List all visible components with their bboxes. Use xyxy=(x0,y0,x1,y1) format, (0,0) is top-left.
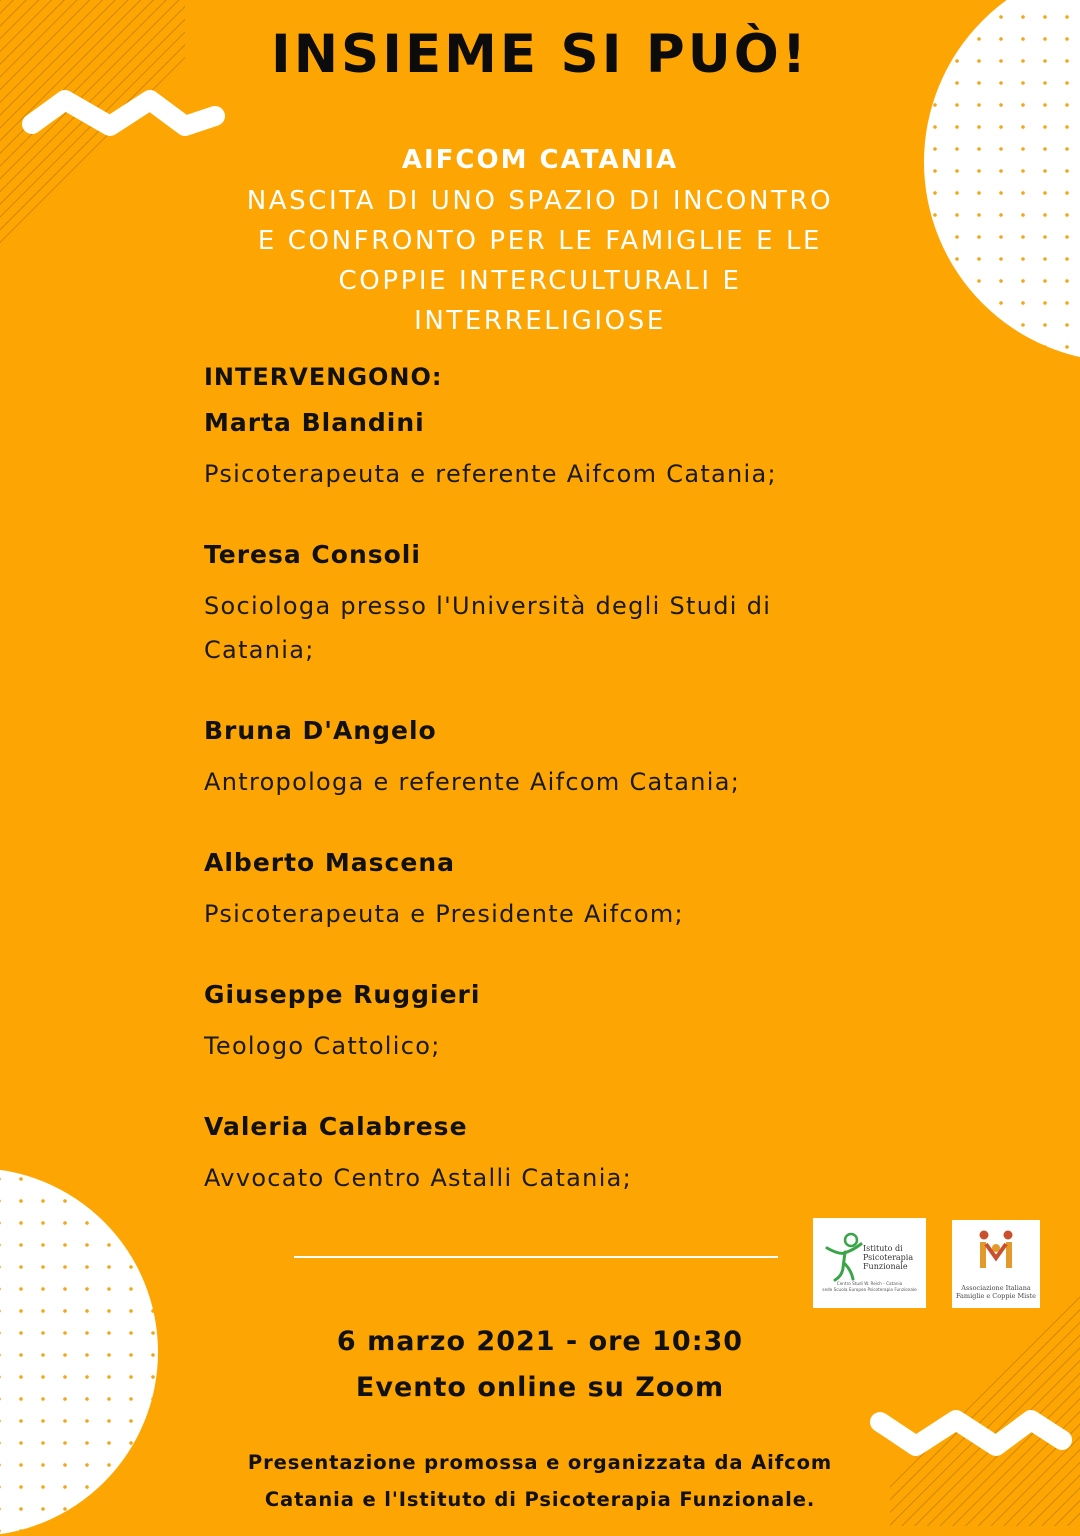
speaker-name: Alberto Mascena xyxy=(204,848,455,877)
speaker-name: Teresa Consoli xyxy=(204,540,421,569)
speaker-item xyxy=(204,846,904,936)
logo-text: Funzionale xyxy=(863,1262,908,1271)
footer-line: Catania e l'Istituto di Psicoterapia Funzionale. xyxy=(264,1488,816,1511)
speaker-item xyxy=(204,714,904,804)
logo-text: Associazione Italiana xyxy=(961,1284,1031,1292)
logo-text: Psicoterapia xyxy=(863,1253,914,1262)
logo-small-text: sede Scuola Europea Psicoterapia Funzionale xyxy=(822,1287,917,1292)
subtitle-line: INTERRELIGIOSE xyxy=(414,306,666,336)
footer-line: Presentazione promossa e organizzata da Aifcom xyxy=(247,1451,833,1474)
speaker-name: Bruna D'Angelo xyxy=(204,716,437,745)
page-title: INSIEME SI PUÒ! xyxy=(270,24,810,85)
footer-text xyxy=(0,1444,1080,1518)
speakers-heading: INTERVENGONO: xyxy=(204,363,443,391)
subtitle-line: COPPIE INTERCULTURALI E xyxy=(338,266,742,296)
logo-text: Famiglie e Coppie Miste xyxy=(955,1292,1037,1300)
speaker-role: Catania; xyxy=(204,636,315,664)
speaker-name: Giuseppe Ruggieri xyxy=(204,980,481,1009)
subtitle-line: NASCITA DI UNO SPAZIO DI INCONTRO xyxy=(246,186,834,216)
event-location: Evento online su Zoom xyxy=(355,1372,725,1403)
speaker-item xyxy=(204,406,904,496)
speaker-role: Psicoterapeuta e Presidente Aifcom; xyxy=(204,900,684,928)
speaker-role: Psicoterapeuta e referente Aifcom Catania; xyxy=(204,460,777,488)
speakers-list xyxy=(204,360,904,1242)
zigzag-top-left xyxy=(20,88,230,138)
speaker-role: Antropologa e referente Aifcom Catania; xyxy=(204,768,741,796)
logo-text: Istituto di xyxy=(863,1244,903,1253)
family-logo-icon xyxy=(976,1228,1016,1276)
subtitle-line: E CONFRONTO PER LE FAMIGLIE E LE xyxy=(257,226,823,256)
speaker-role: Avvocato Centro Astalli Catania; xyxy=(204,1164,633,1192)
associazione-logo xyxy=(952,1220,1040,1308)
speaker-name: Marta Blandini xyxy=(204,408,425,437)
istituto-logo xyxy=(813,1218,926,1308)
speaker-name: Valeria Calabrese xyxy=(204,1112,468,1141)
event-date: 6 marzo 2021 - ore 10:30 xyxy=(336,1326,744,1357)
speaker-role: Teologo Cattolico; xyxy=(204,1032,441,1060)
divider xyxy=(294,1256,778,1258)
figure-logo-icon xyxy=(823,1232,865,1282)
speaker-item xyxy=(204,538,904,672)
speaker-item xyxy=(204,1110,904,1200)
speaker-role: Sociologa presso l'Università degli Studi di xyxy=(204,592,772,620)
logo-small-text: Centro Studi W. Reich - Catania xyxy=(836,1281,903,1286)
speaker-item xyxy=(204,978,904,1068)
organization-name: AIFCOM CATANIA xyxy=(401,145,679,175)
